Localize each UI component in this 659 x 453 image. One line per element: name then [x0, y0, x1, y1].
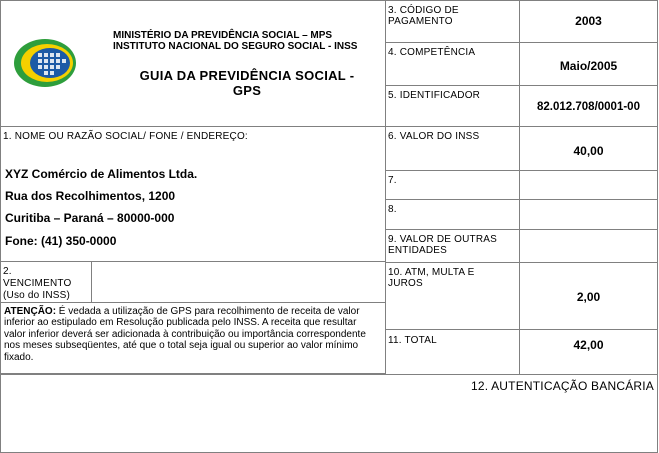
value-atm-multa	[519, 262, 658, 330]
field-nome-endereco	[0, 126, 386, 262]
identificador-value: 82.012.708/0001-00	[537, 101, 640, 113]
field-autenticacao	[0, 374, 658, 453]
field-7	[385, 170, 520, 200]
atm-multa-label: 10. ATM, MULTA E JUROS	[388, 267, 475, 289]
value-codigo-pagamento	[519, 0, 658, 43]
atencao-prefix: ATENÇÃO:	[4, 306, 57, 317]
vencimento-label: VENCIMENTO	[3, 278, 72, 289]
autenticacao-label: 12. AUTENTICAÇÃO BANCÁRIA	[470, 379, 654, 393]
campo7-label: 7.	[388, 175, 397, 186]
field-codigo-pagamento	[385, 0, 520, 43]
field-8	[385, 199, 520, 230]
total-value: 42,00	[573, 338, 604, 352]
field-vencimento	[0, 261, 92, 303]
value-valor-inss	[519, 126, 658, 171]
atencao-text: É vedada a utilização de GPS para recolhimento de receita de valor inferior ao estipulado em Resolução publicada pelo INSS. A receita que resultar valor inferior deverá ser adicionada à contribuição ou importância correspondente nos meses subseqüentes, até que o total seja igual ou superior ao valor mínimo fixado.	[4, 306, 366, 363]
vencimento-num: 2.	[3, 266, 12, 277]
atm-multa-value: 2,00	[576, 290, 601, 304]
competencia-value: Maio/2005	[559, 59, 618, 73]
document-title: GUIA DA PREVIDÊNCIA SOCIAL -	[139, 68, 355, 83]
codigo-pagamento-label: 3. CÓDIGO DE PAGAMENTO	[388, 5, 459, 27]
inss-logo	[12, 36, 78, 90]
org-line-ministry: MINISTÉRIO DA PREVIDÊNCIA SOCIAL – MPS	[113, 30, 333, 41]
field-atm-multa	[385, 262, 520, 330]
header-box	[0, 0, 386, 127]
value-outras-entidades	[519, 229, 658, 263]
campo8-label: 8.	[388, 204, 397, 215]
competencia-label: 4. COMPETÊNCIA	[388, 47, 476, 58]
vencimento-sublabel: (Uso do INSS)	[3, 290, 71, 301]
company-name: XYZ Comércio de Alimentos Ltda.	[5, 167, 198, 181]
field-identificador	[385, 85, 520, 127]
valor-inss-label: 6. VALOR DO INSS	[388, 131, 480, 142]
city-address: Curitiba – Paraná – 80000-000	[5, 211, 175, 225]
phone-number: Fone: (41) 350-0000	[5, 234, 117, 248]
total-label: 11. TOTAL	[388, 335, 437, 346]
value-competencia	[519, 42, 658, 86]
org-line-institute: INSTITUTO NACIONAL DO SEGURO SOCIAL - INSS	[113, 41, 358, 52]
field-outras-entidades	[385, 229, 520, 263]
value-total	[519, 329, 658, 375]
field-total	[385, 329, 520, 375]
atencao-notice	[4, 306, 376, 363]
field-valor-inss	[385, 126, 520, 171]
codigo-pagamento-value: 2003	[575, 14, 602, 28]
field-competencia	[385, 42, 520, 86]
value-7	[519, 170, 658, 200]
value-vencimento	[91, 261, 386, 303]
outras-entidades-label: 9. VALOR DE OUTRAS ENTIDADES	[388, 234, 497, 256]
document-title-gps: GPS	[232, 83, 262, 98]
atencao-box	[0, 302, 386, 374]
value-8	[519, 199, 658, 230]
valor-inss-value: 40,00	[573, 144, 604, 158]
identificador-label: 5. IDENTIFICADOR	[388, 90, 481, 101]
street-address: Rua dos Recolhimentos, 1200	[5, 189, 176, 203]
nome-label: 1. NOME OU RAZÃO SOCIAL/ FONE / ENDEREÇO:	[3, 131, 248, 142]
value-identificador	[519, 85, 658, 127]
